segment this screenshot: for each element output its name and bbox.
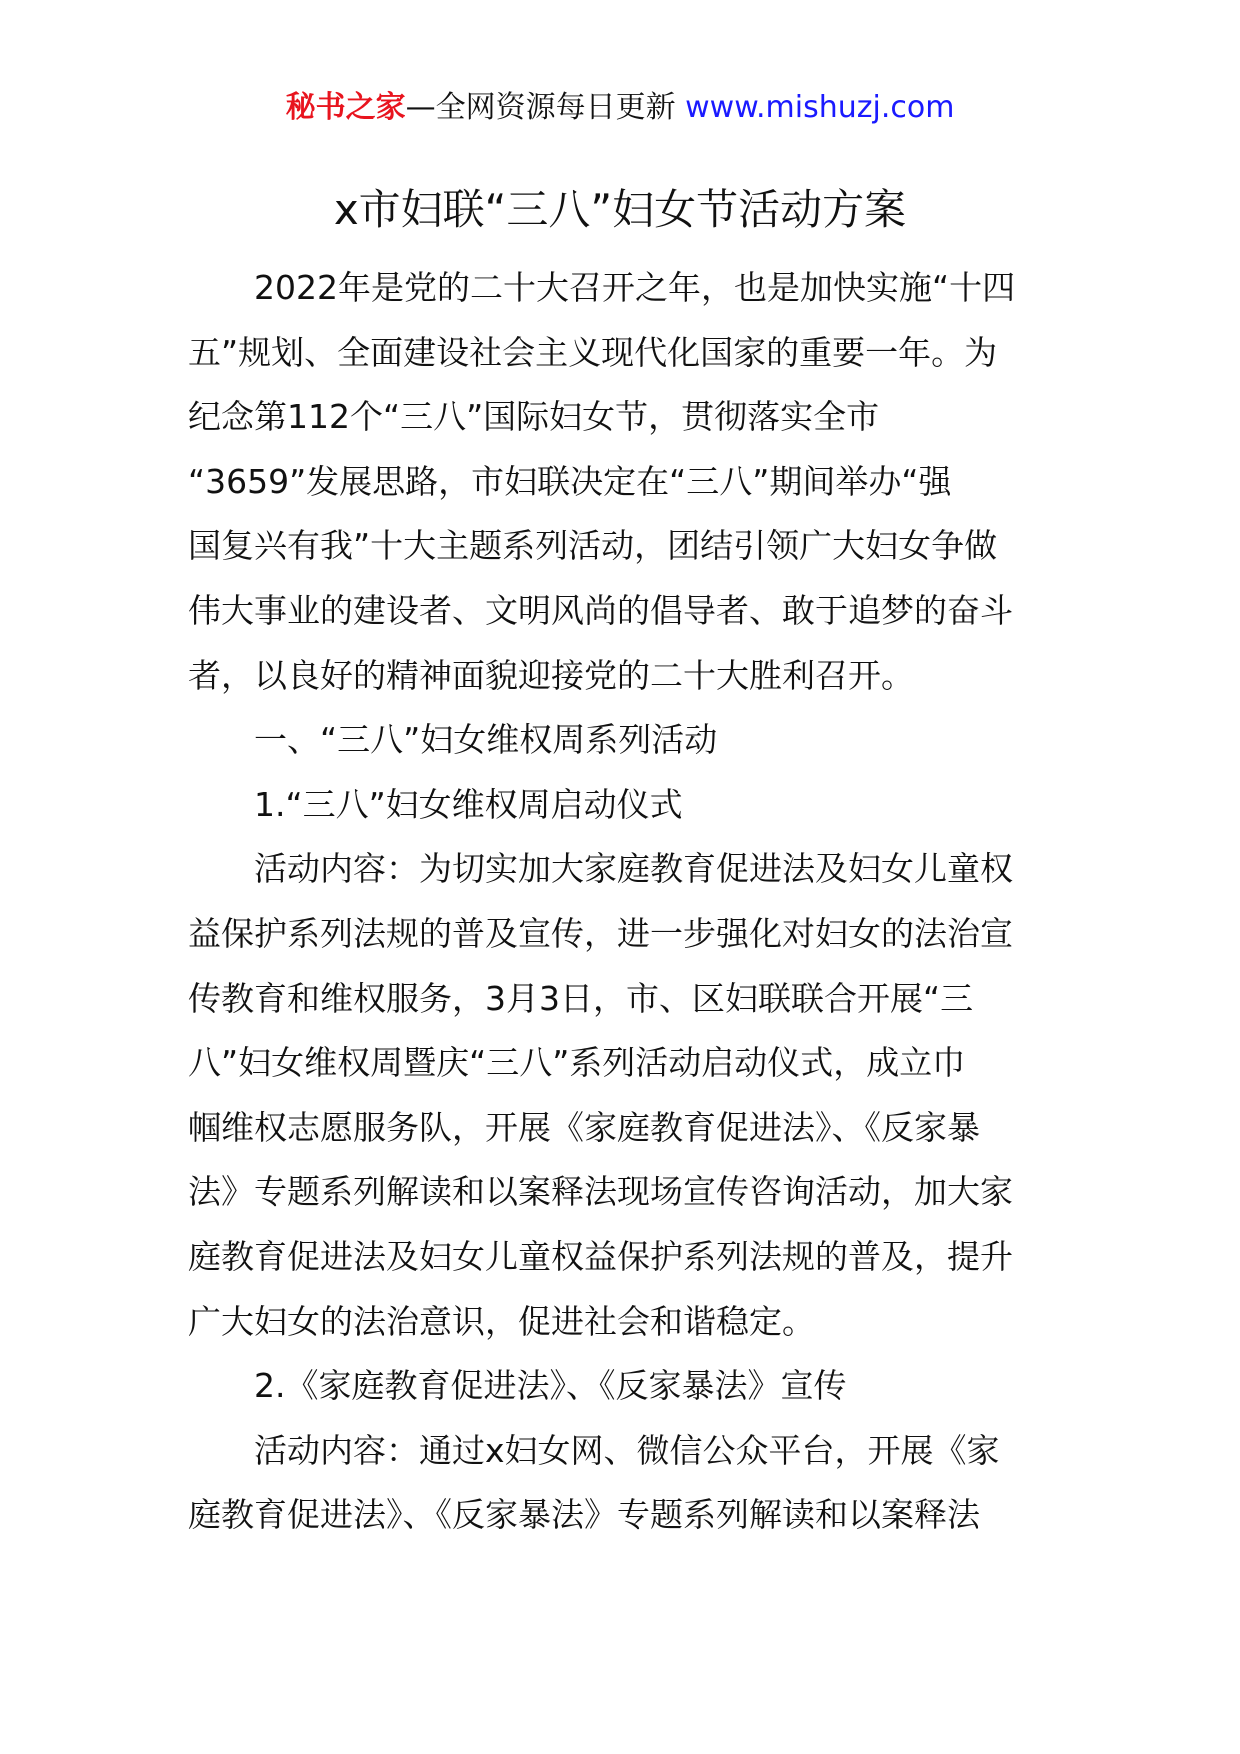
body-line: 活动内容：通过x妇女网、微信公众平台，开展《家	[254, 1430, 1000, 1470]
document-title: x市妇联“三八”妇女节活动方案	[333, 185, 907, 234]
body-line: 帼维权志愿服务队，开展《家庭教育促进法》、《反家暴	[188, 1107, 980, 1147]
brand-name: 秘书之家	[285, 90, 406, 125]
body-line: “3659”发展思路，市妇联决定在“三八”期间举办“强	[188, 461, 952, 501]
body-line: 活动内容：为切实加大家庭教育促进法及妇女儿童权	[254, 849, 1013, 889]
subsection-heading: 2.《家庭教育促进法》、《反家暴法》宣传	[254, 1366, 847, 1406]
body-line: 国复兴有我”十大主题系列活动，团结引领广大妇女争做	[188, 526, 998, 566]
body-line: 益保护系列法规的普及宣传，进一步强化对妇女的法治宣	[188, 913, 1013, 953]
body-line: 庭教育促进法》、《反家暴法》专题系列解读和以案释法	[188, 1495, 980, 1535]
body-line: 庭教育促进法及妇女儿童权益保护系列法规的普及，提升	[188, 1236, 1013, 1276]
body-line: 伟大事业的建设者、文明风尚的倡导者、敢于追梦的奋斗	[188, 590, 1013, 630]
subsection-heading: 1.“三八”妇女维权周启动仪式	[254, 784, 683, 824]
body-line: 纪念第112个“三八”国际妇女节，贯彻落实全市	[188, 397, 880, 437]
body-line: 传教育和维权服务，3月3日，市、区妇联联合开展“三	[188, 978, 974, 1018]
site-banner	[0, 86, 1240, 130]
banner-tagline: —全网资源每日更新	[405, 90, 676, 125]
body-line: 2022年是党的二十大召开之年，也是加快实施“十四	[254, 268, 1016, 307]
section-heading: 一、“三八”妇女维权周系列活动	[254, 720, 718, 760]
document-body	[188, 256, 1033, 1548]
body-line: 五”规划、全面建设社会主义现代化国家的重要一年。为	[188, 332, 998, 372]
body-line: 八”妇女维权周暨庆“三八”系列活动启动仪式，成立巾	[188, 1043, 966, 1083]
body-line: 法》专题系列解读和以案释法现场宣传咨询活动，加大家	[188, 1172, 1013, 1212]
body-line: 者，以良好的精神面貌迎接党的二十大胜利召开。	[188, 655, 914, 695]
body-line: 广大妇女的法治意识，促进社会和谐稳定。	[188, 1301, 815, 1341]
website-link[interactable]: www.mishuzj.com	[685, 90, 955, 125]
